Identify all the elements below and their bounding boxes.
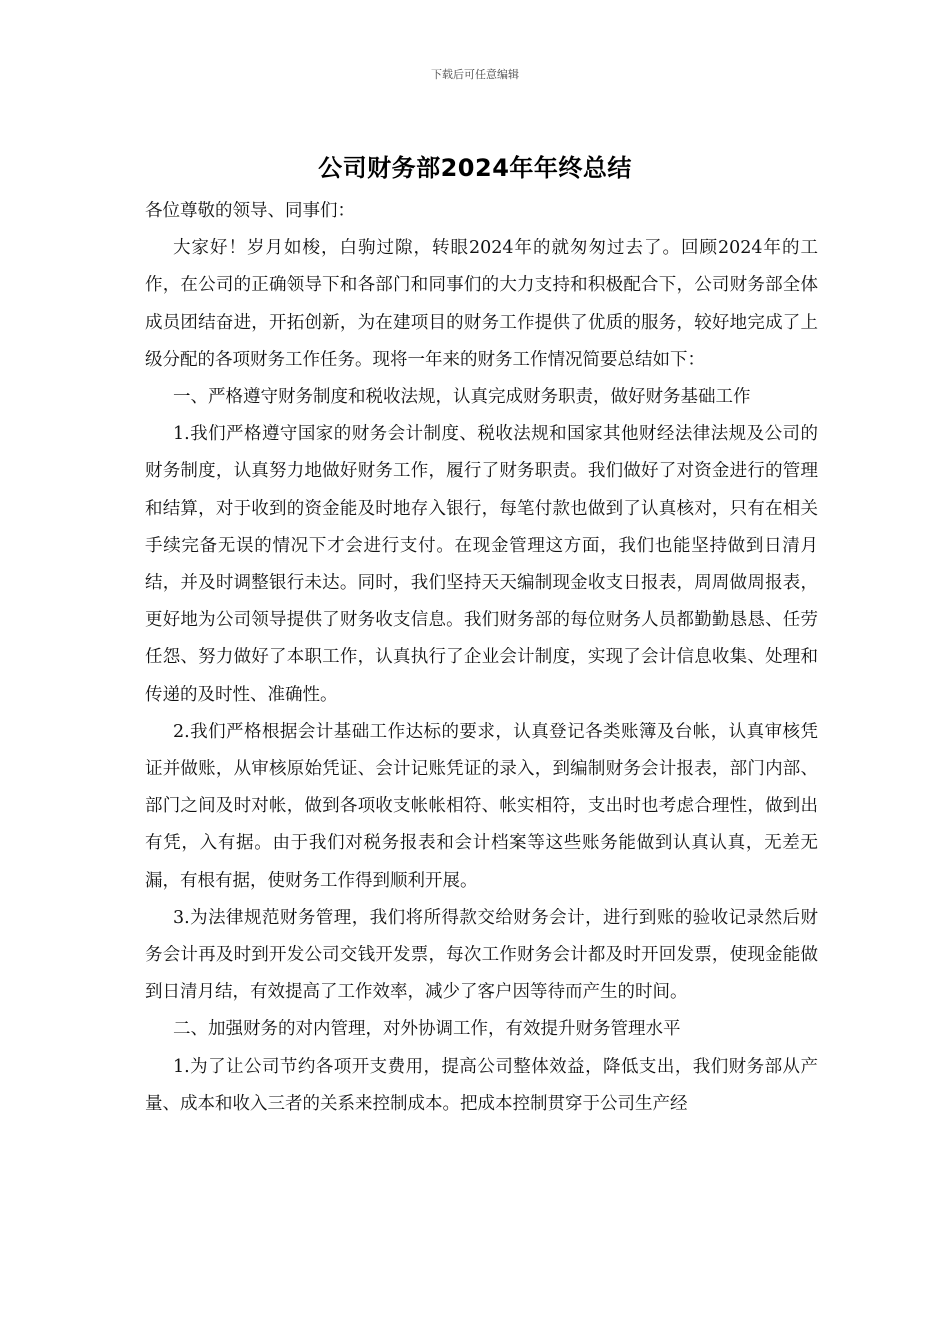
section-heading-1: 一、严格遵守财务制度和税收法规，认真完成财务职责，做好财务基础工作 bbox=[173, 387, 751, 408]
salutation-paragraph: 各位尊敬的领导、同事们： bbox=[145, 201, 355, 221]
body-paragraph-1-2: 2.我们严格根据会计基础工作达标的要求，认真登记各类账簿及台帐，认真审核凭证并做账，从审核原始凭证、会计记账凭证的录入，到编制财务会计报表，部门内部、部门之间及时对帐，做到各项收支帐帐相符、帐实相符，支出时也考虑合理性，做到出有凭，入有据。由于我们对税务报表和会计档案等这些账务能做到认真认真，无差无漏，有根有据，使财务工作得到顺利开展。 bbox=[145, 721, 818, 891]
body-paragraph-1-3: 3.为法律规范财务管理，我们将所得款交给财务会计，进行到账的验收记录然后财务会计再及时到开发公司交钱开发票，每次工作财务会计都及时开回发票，使现金能做到日清月结，有效提高了工作效率，减少了客户因等待而产生的时间。 bbox=[145, 907, 818, 1003]
section-heading-2: 二、加强财务的对内管理，对外协调工作，有效提升财务管理水平 bbox=[173, 1019, 681, 1040]
body-paragraph-2-1: 1.为了让公司节约各项开支费用，提高公司整体效益，降低支出，我们财务部从产量、成本和收入三者的关系来控制成本。把成本控制贯穿于公司生产经 bbox=[145, 1056, 818, 1114]
intro-paragraph: 大家好！岁月如梭，白驹过隙，转眼2024年的就匆匆过去了。回顾2024年的工作，在公司的正确领导下和各部门和同事们的大力支持和积极配合下，公司财务部全体成员团结奋进，开拓创新，为在建项目的财务工作提供了优质的服务，较好地完成了上级分配的各项财务工作任务。现将一年来的财务工作情况简要总结如下： bbox=[145, 238, 818, 370]
document-body bbox=[145, 193, 818, 1123]
document-title: 公司财务部2024年年终总结 bbox=[318, 154, 632, 182]
body-paragraph-1-1: 1.我们严格遵守国家的财务会计制度、税收法规和国家其他财经法律法规及公司的财务制度，认真努力地做好财务工作，履行了财务职责。我们做好了对资金进行的管理和结算，对于收到的资金能及时地存入银行，每笔付款也做到了认真核对，只有在相关手续完备无误的情况下才会进行支付。在现金管理这方面，我们也能坚持做到日清月结，并及时调整银行未达。同时，我们坚持天天编制现金收支日报表，周周做周报表，更好地为公司领导提供了财务收支信息。我们财务部的每位财务人员都勤勤恳恳、任劳任怨、努力做好了本职工作，认真执行了企业会计制度，实现了会计信息收集、处理和传递的及时性、准确性。 bbox=[145, 424, 818, 705]
header-note: 下载后可任意编辑 bbox=[431, 68, 519, 81]
